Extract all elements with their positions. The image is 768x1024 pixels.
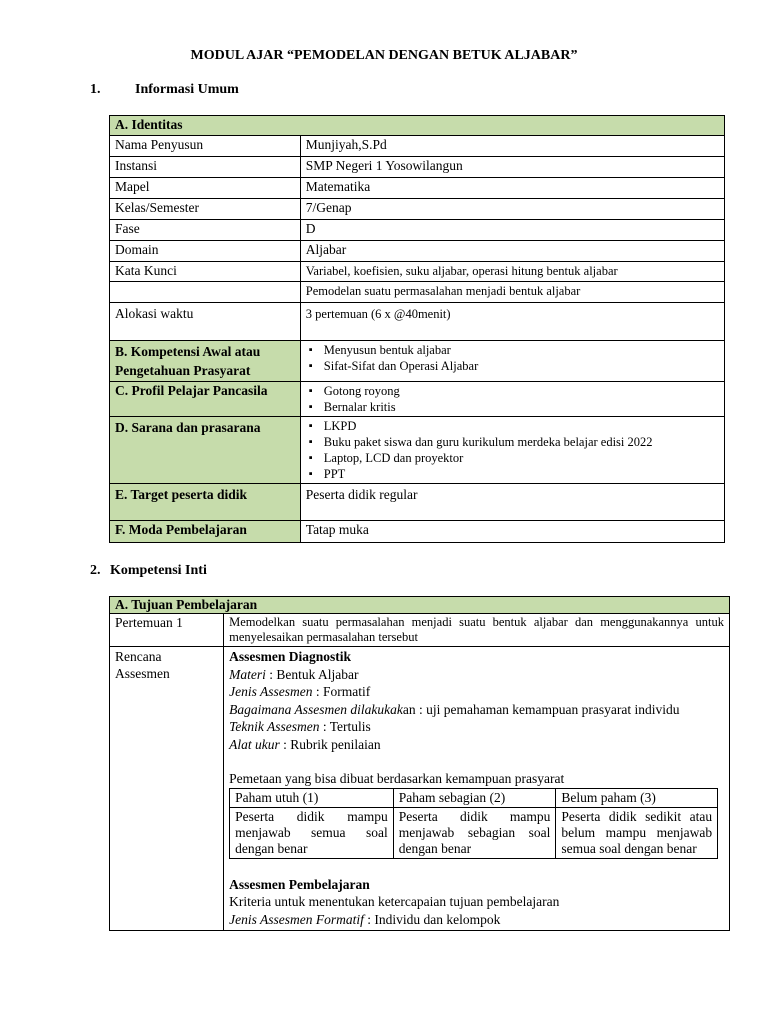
- list-item: ▪ Sifat-Sifat dan Operasi Aljabar: [324, 358, 719, 374]
- row-label: Instansi: [110, 157, 301, 178]
- teknik-key: Teknik Assesmen: [229, 719, 320, 734]
- kriteria-text: Kriteria untuk menentukan ketercapaian tujuan pembelajaran: [229, 894, 560, 909]
- list-item: ▪ Laptop, LCD dan proyektor: [324, 450, 719, 466]
- table-row: [110, 262, 725, 282]
- table-row: [230, 788, 718, 807]
- row-value: 3 pertemuan (6 x @40menit): [300, 303, 724, 341]
- kompetensi-list: [306, 342, 719, 374]
- row-label: [110, 282, 301, 303]
- table-cell: Peserta didik mampu menjawab sebagian soal dengan benar: [393, 807, 556, 858]
- section-number: 2.: [90, 563, 101, 578]
- table-header-cell: Belum paham (3): [556, 788, 718, 807]
- list-item: ▪ Bernalar kritis: [324, 399, 719, 415]
- row-label: Fase: [110, 220, 301, 241]
- list-item: ▪ Buku paket siswa dan guru kurikulum merdeka belajar edisi 2022: [324, 434, 719, 450]
- tujuan-table: [109, 596, 730, 931]
- row-value: SMP Negeri 1 Yosowilangun: [300, 157, 724, 178]
- bagaimana-value: an : uji pemahaman kemampuan prasyarat individu: [402, 701, 680, 717]
- moda-row: [110, 521, 725, 543]
- section-number: 1.: [90, 82, 101, 97]
- identitas-table: [109, 115, 725, 543]
- profil-list: [306, 383, 719, 415]
- jenis-key: Jenis Assesmen: [229, 684, 313, 699]
- table-cell: Peserta didik mampu menjawab semua soal dengan benar: [230, 807, 394, 858]
- row-label: Mapel: [110, 178, 301, 199]
- table-cell: Peserta didik sedikit atau belum mampu menjawab semua soal dengan benar: [556, 807, 718, 858]
- profil-label: C. Profil Pelajar Pancasila: [110, 382, 301, 417]
- sarana-row: [110, 417, 725, 484]
- teknik-line: [229, 718, 724, 736]
- jenis-formatif-line: [229, 911, 724, 929]
- target-value: Peserta didik regular: [300, 484, 724, 521]
- table-row: [110, 220, 725, 241]
- pemetaan-table: [229, 788, 718, 859]
- row-value: 7/Genap: [300, 199, 724, 220]
- sarana-label: D. Sarana dan prasarana: [110, 417, 301, 484]
- rencana-label: Rencana Assesmen: [110, 647, 224, 931]
- row-value: Aljabar: [300, 241, 724, 262]
- row-value: D: [300, 220, 724, 241]
- rencana-content: [224, 647, 730, 931]
- profil-list-cell: [300, 382, 724, 417]
- materi-value: : Bentuk Aljabar: [265, 666, 359, 682]
- pertemuan-text: Memodelkan suatu permasalahan menjadi suatu bentuk aljabar dan menggunakannya untuk menyelesaikan permasalahan tersebut: [224, 614, 730, 647]
- target-label: E. Target peserta didik: [110, 484, 301, 521]
- section-1-heading: [90, 82, 239, 98]
- identitas-header: A. Identitas: [110, 116, 725, 136]
- table-row: [110, 178, 725, 199]
- teknik-value: : Tertulis: [319, 719, 371, 734]
- materi-key: Materi: [229, 666, 266, 682]
- moda-label: F. Moda Pembelajaran: [110, 521, 301, 543]
- rencana-row: [110, 647, 730, 931]
- row-value: Munjiyah,S.Pd: [300, 136, 724, 157]
- kompetensi-list-cell: [300, 341, 724, 382]
- moda-value: Tatap muka: [300, 521, 724, 543]
- table-header-cell: Paham utuh (1): [230, 788, 394, 807]
- table-row: [110, 282, 725, 303]
- section-label: Informasi Umum: [135, 82, 239, 97]
- bagaimana-line: [229, 701, 724, 719]
- sarana-list: [306, 418, 719, 482]
- alat-value: : Rubrik penilaian: [279, 736, 381, 752]
- row-label: Domain: [110, 241, 301, 262]
- row-value: Variabel, koefisien, suku aljabar, operasi hitung bentuk aljabar: [300, 262, 724, 282]
- alat-line: [229, 736, 724, 754]
- row-label: Alokasi waktu: [110, 303, 301, 341]
- jenis-line: [229, 683, 724, 701]
- bagaimana-key: Bagaimana Assesmen dilakukak: [229, 701, 403, 717]
- list-item: ▪ Gotong royong: [324, 383, 719, 399]
- target-row: [110, 484, 725, 521]
- section-2-heading: [90, 563, 207, 579]
- table-header-cell: Paham sebagian (2): [393, 788, 556, 807]
- jenis-value: : Formatif: [312, 684, 371, 699]
- pembelajaran-title: Assesmen Pembelajaran: [229, 876, 370, 892]
- document-title: MODUL AJAR “PEMODELAN DENGAN BETUK ALJABAR”: [190, 48, 578, 63]
- kompetensi-row: [110, 341, 725, 382]
- list-item: ▪ LKPD: [324, 418, 719, 434]
- alat-key: Alat ukur: [229, 736, 280, 752]
- tujuan-header: A. Tujuan Pembelajaran: [110, 597, 730, 614]
- table-row: [110, 157, 725, 178]
- sarana-list-cell: [300, 417, 724, 484]
- materi-line: [229, 666, 724, 684]
- list-item: ▪ Menyusun bentuk aljabar: [324, 342, 719, 358]
- row-value: Pemodelan suatu permasalahan menjadi bentuk aljabar: [300, 282, 724, 303]
- row-value: Matematika: [300, 178, 724, 199]
- row-label: Kata Kunci: [110, 262, 301, 282]
- row-label: Kelas/Semester: [110, 199, 301, 220]
- list-item: ▪ PPT: [324, 466, 719, 482]
- section-label: Kompetensi Inti: [110, 563, 207, 578]
- pemetaan-text: Pemetaan yang bisa dibuat berdasarkan kemampuan prasyarat: [229, 771, 565, 786]
- table-row: [110, 199, 725, 220]
- table-row: [110, 241, 725, 262]
- table-row: [110, 303, 725, 341]
- profil-row: [110, 382, 725, 417]
- jenis-formatif-value: : Individu dan kelompok: [363, 911, 501, 927]
- pertemuan-row: [110, 614, 730, 647]
- jenis-formatif-key: Jenis Assesmen Formatif: [229, 911, 364, 927]
- pertemuan-label: Pertemuan 1: [110, 614, 224, 647]
- kompetensi-label: B. Kompetensi Awal atau Pengetahuan Prasyarat: [110, 341, 301, 382]
- row-label: Nama Penyusun: [110, 136, 301, 157]
- table-row: [110, 136, 725, 157]
- diagnostik-title: Assesmen Diagnostik: [229, 649, 351, 664]
- table-row: [230, 807, 718, 858]
